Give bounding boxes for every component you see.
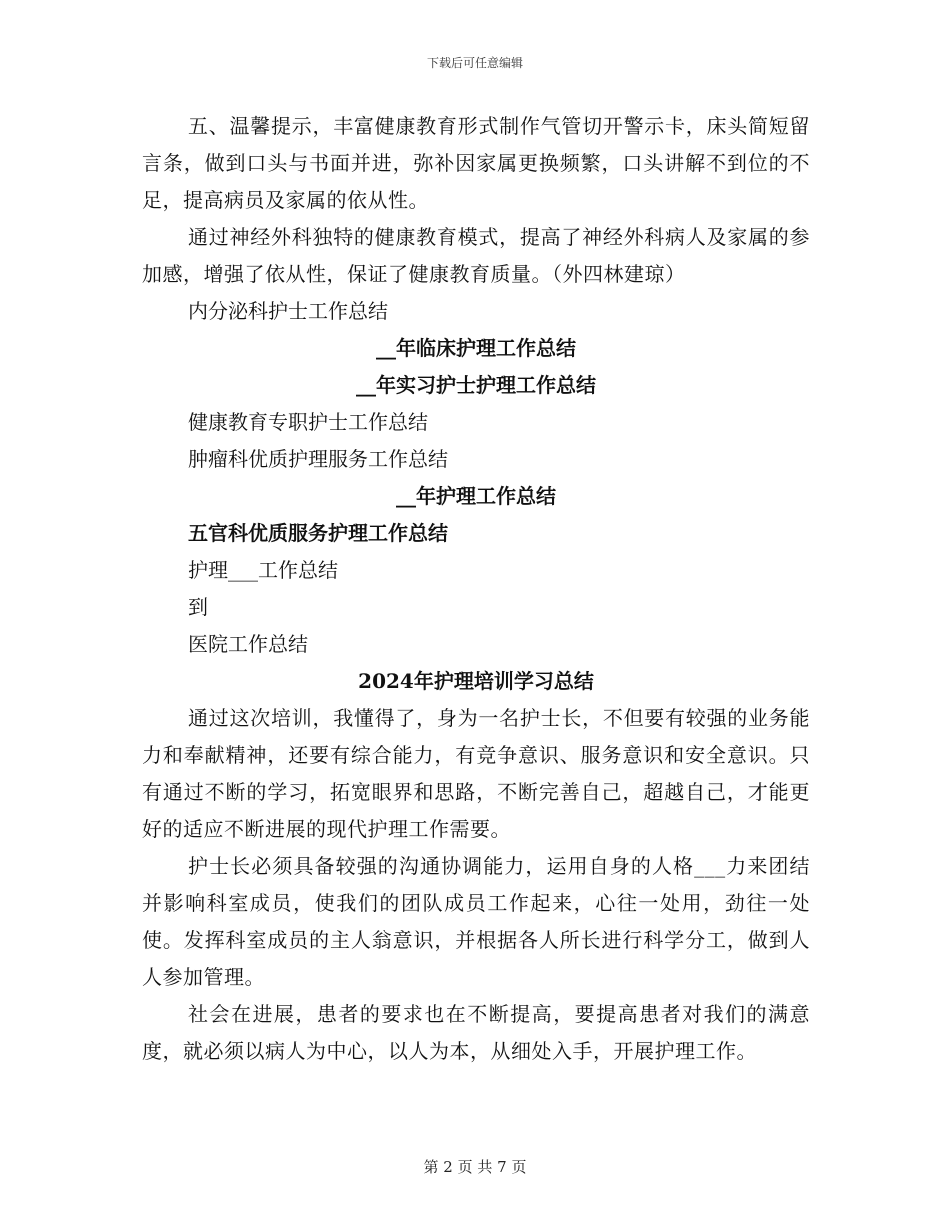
page-number: 第 2 页 共 7 页 <box>423 1158 527 1176</box>
list-item-nursing-work: __年护理工作总结 <box>396 484 556 508</box>
paragraph-society: 社会在进展，患者的要求也在不断提高，要提高患者对我们的满意度，就必须以病人为中心，以人为本，从细处入手，开展护理工作。 <box>142 1002 810 1063</box>
list-item-health-education: 健康教育专职护士工作总结 <box>188 410 428 434</box>
section-title: 2024年护理培训学习总结 <box>358 669 594 693</box>
paragraph-training: 通过这次培训，我懂得了，身为一名护士长，不但要有较强的业务能力和奉献精神，还要有综合能力，有竞争意识、服务意识和安全意识。只有通过不断的学习，拓宽眼界和思路，不断完善自己，超越自己，才能更好的适应不断进展的现代护理工作需要。 <box>142 706 810 841</box>
list-item-ent: 五官科优质服务护理工作总结 <box>188 521 448 545</box>
list-item-hospital: 医院工作总结 <box>188 632 308 656</box>
list-item-endocrine: 内分泌科护士工作总结 <box>188 299 388 323</box>
document-body <box>142 108 810 1070</box>
list-item-clinical-nursing: __年临床护理工作总结 <box>376 336 576 360</box>
list-item-oncology: 肿瘤科优质护理服务工作总结 <box>188 447 448 471</box>
page-header: 下载后可任意编辑 <box>426 56 523 70</box>
list-item-to: 到 <box>188 595 208 619</box>
list-item-intern-nurse: __年实习护士护理工作总结 <box>356 373 596 397</box>
paragraph-neurosurgery: 通过神经外科独特的健康教育模式，提高了神经外科病人及家属的参加感，增强了依从性，保证了健康教育质量。（外四林建琼） <box>142 225 810 286</box>
paragraph-tips: 五、温馨提示，丰富健康教育形式制作气管切开警示卡，床头简短留言条，做到口头与书面并进，弥补因家属更换频繁，口头讲解不到位的不足，提高病员及家属的依从性。 <box>142 114 810 212</box>
paragraph-communication: 护士长必须具备较强的沟通协调能力，运用自身的人格___力来团结并影响科室成员，使我们的团队成员工作起来，心往一处用，劲往一处使。发挥科室成员的主人翁意识，并根据各人所长进行科学分工，做到人人参加管理。 <box>142 854 810 989</box>
list-item-nursing-blank: 护理___工作总结 <box>188 558 338 582</box>
